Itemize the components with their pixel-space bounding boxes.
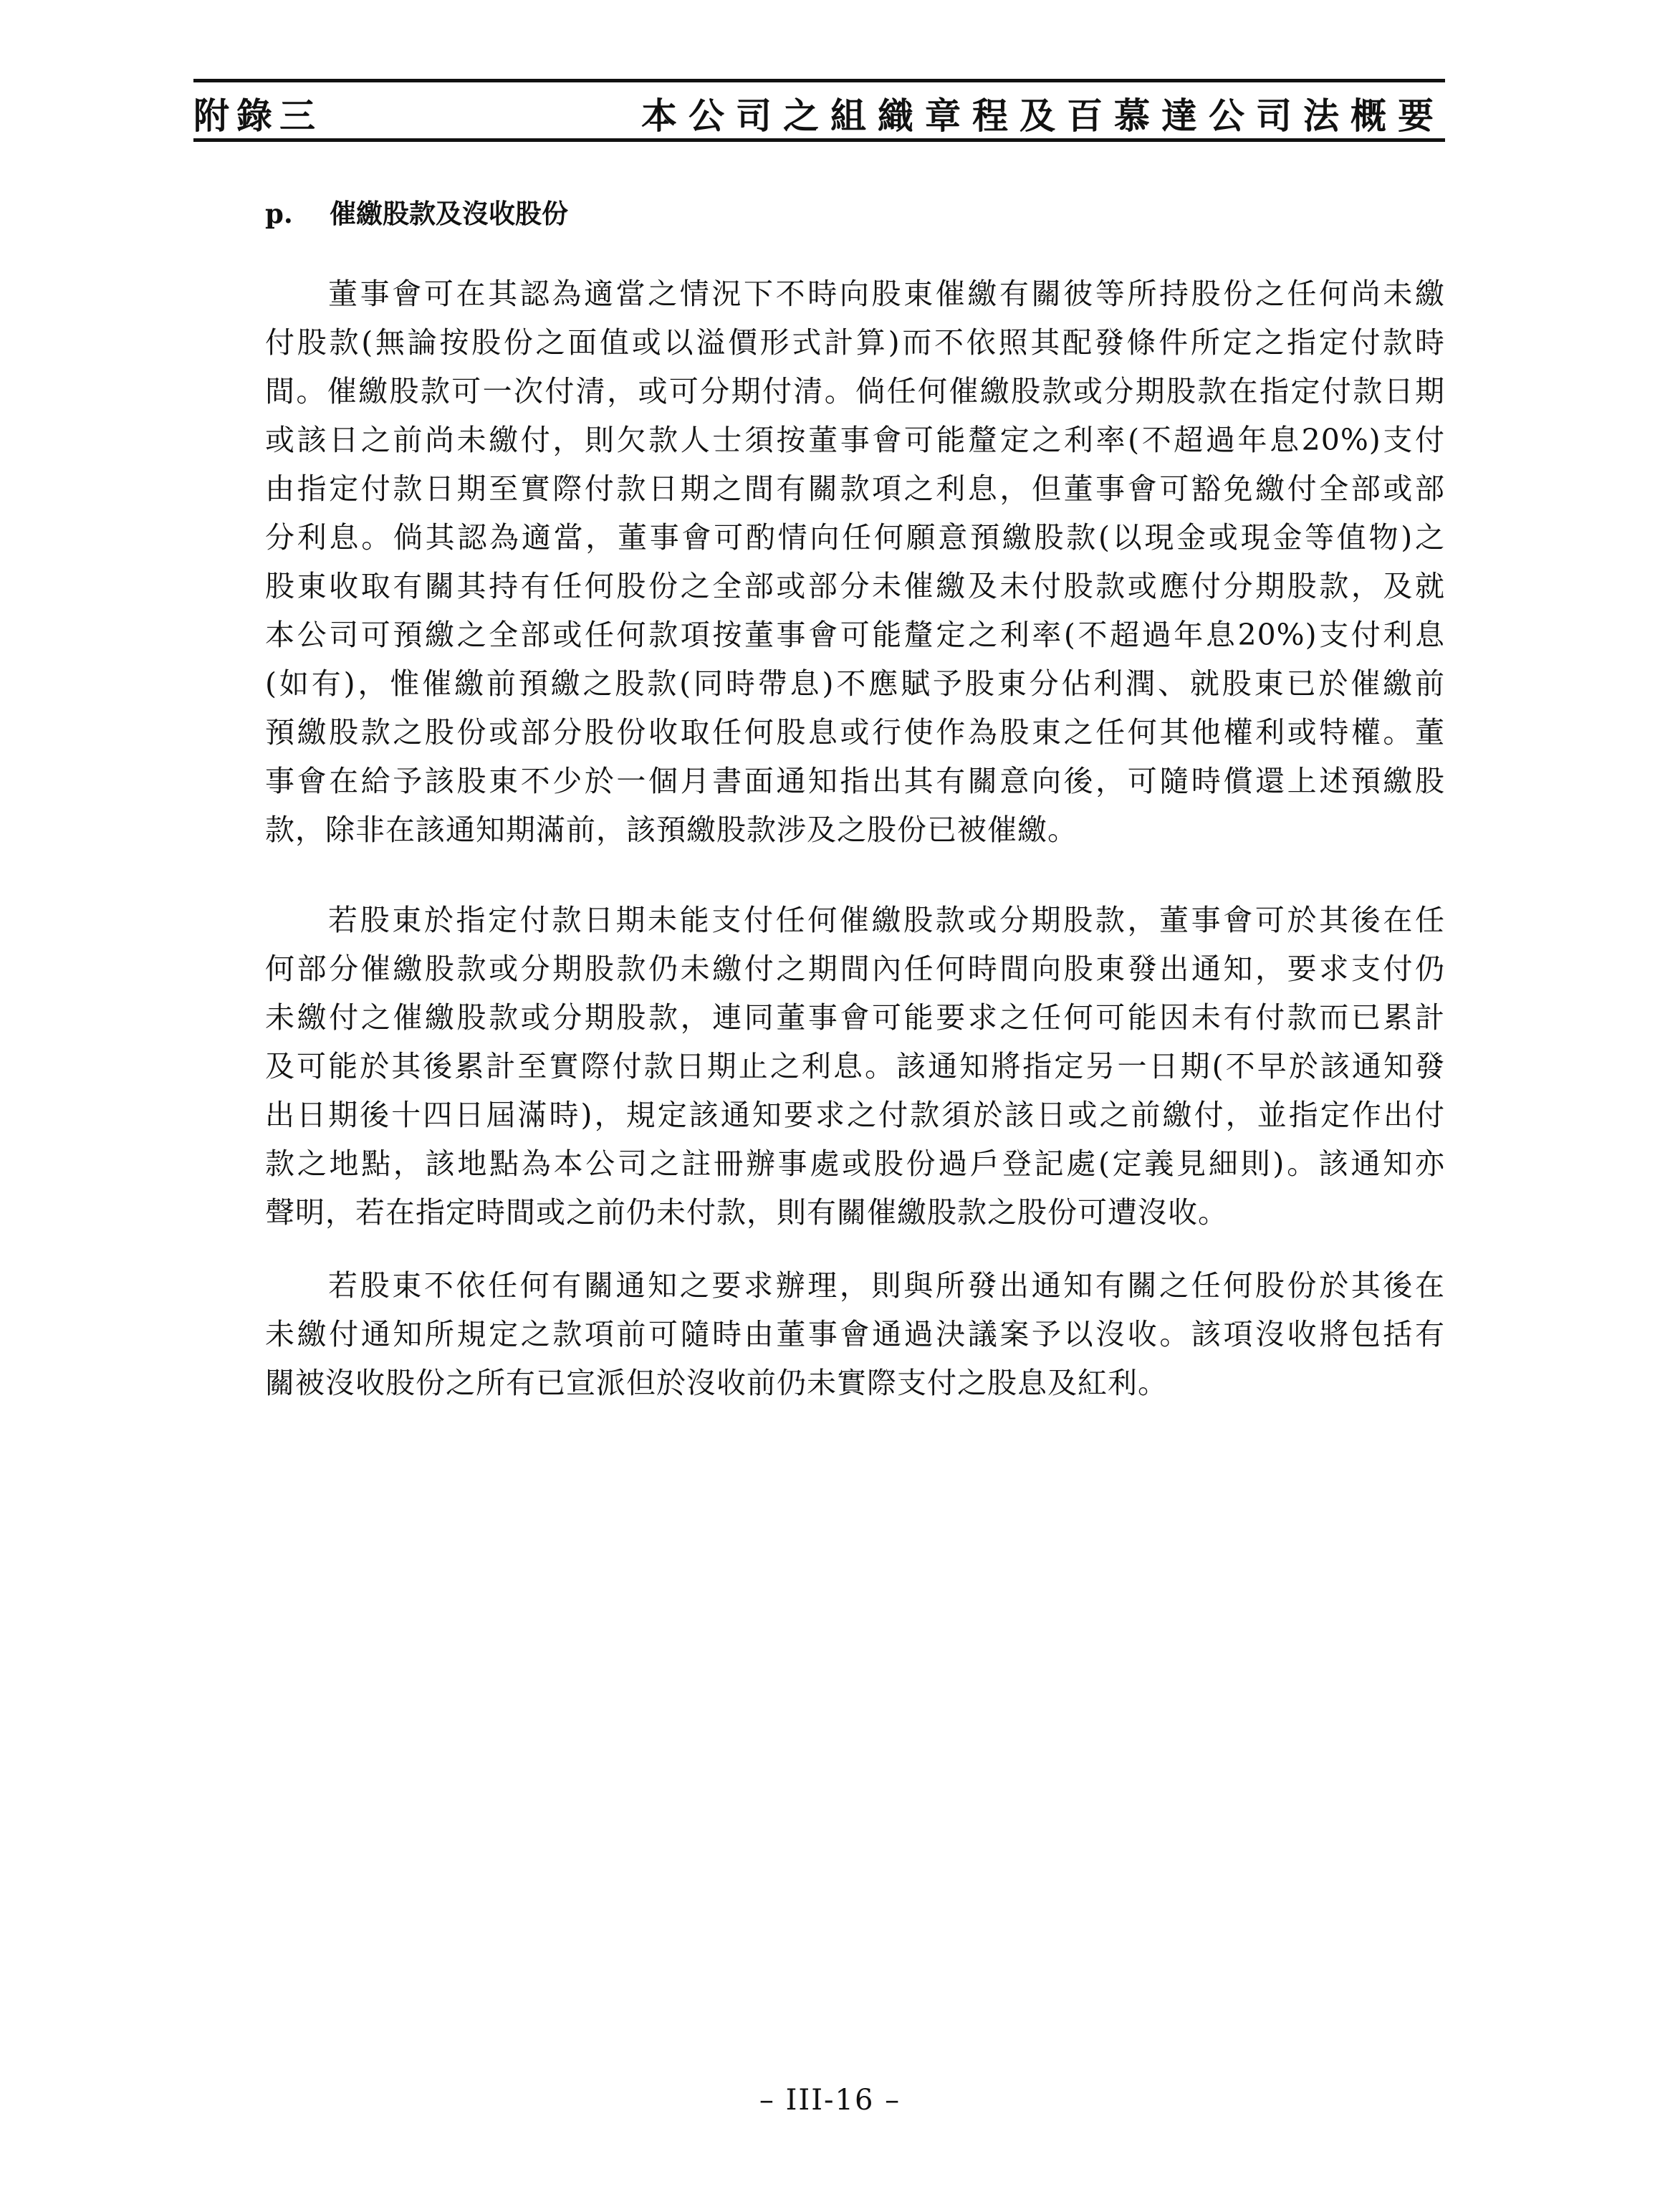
page-number: – III-16 – [759,2084,901,2117]
paragraph-line: 何部分催繳股款或分期股款仍未繳付之期間內任何時間向股東發出通知，要求支付仍 [265,952,1445,986]
paragraph-line: 付股款(無論按股份之面值或以溢價形式計算)而不依照其配發條件所定之指定付款時 [265,325,1445,360]
paragraph-notice-of-default [265,896,1445,1237]
paragraph-line: 股東收取有關其持有任何股份之全部或部分未催繳及未付股款或應付分期股款，及就 [265,569,1445,603]
paragraph-line: 出日期後十四日屆滿時)，規定該通知要求之付款須於該日或之前繳付，並指定作出付 [265,1098,1445,1132]
header-top-rule [193,79,1445,82]
paragraph-line: 未繳付通知所規定之款項前可隨時由董事會通過決議案予以沒收。該項沒收將包括有 [265,1317,1445,1351]
paragraph-forfeiture [265,1261,1445,1407]
appendix-label: 附錄三 [193,95,322,137]
section-title: 催繳股款及沒收股份 [330,198,568,229]
paragraph-line: 本公司可預繳之全部或任何款項按董事會可能釐定之利率(不超過年息20%)支付利息 [265,618,1445,652]
paragraph-line: (如有)，惟催繳前預繳之股款(同時帶息)不應賦予股東分佔利潤、就股東已於催繳前 [265,666,1445,701]
paragraph-line: 分利息。倘其認為適當，董事會可酌情向任何願意預繳股款(以現金或現金等值物)之 [265,520,1445,555]
section-marker: p. [265,198,293,229]
header-bottom-rule [193,138,1445,142]
paragraph-line: 及可能於其後累計至實際付款日期止之利息。該通知將指定另一日期(不早於該通知發 [265,1049,1445,1083]
paragraph-line: 預繳股款之股份或部分股份收取任何股息或行使作為股東之任何其他權利或特權。董 [265,715,1445,750]
paragraph-line: 關被沒收股份之所有已宣派但於沒收前仍未實際支付之股息及紅利。 [265,1366,1168,1400]
paragraph-line: 事會在給予該股東不少於一個月書面通知指出其有關意向後，可隨時償還上述預繳股 [265,764,1445,798]
header-title: 本公司之組織章程及百慕達公司法概要 [641,95,1445,137]
paragraph-line: 若股東不依任何有關通知之要求辦理，則與所發出通知有關之任何股份於其後在 [328,1268,1445,1303]
paragraph-line: 聲明，若在指定時間或之前仍未付款，則有關催繳股款之股份可遭沒收。 [265,1195,1228,1230]
page-header [193,85,1445,143]
paragraph-calls-on-shares [265,269,1445,854]
paragraph-line: 未繳付之催繳股款或分期股款，連同董事會可能要求之任何可能因未有付款而已累計 [265,1000,1445,1035]
paragraph-line: 款，除非在該通知期滿前，該預繳股款涉及之股份已被催繳。 [265,813,1078,847]
section-heading [265,192,568,231]
paragraph-line: 款之地點，該地點為本公司之註冊辦事處或股份過戶登記處(定義見細則)。該通知亦 [265,1146,1445,1181]
paragraph-line: 董事會可在其認為適當之情況下不時向股東催繳有關彼等所持股份之任何尚未繳 [328,277,1445,311]
paragraph-line: 由指定付款日期至實際付款日期之間有關款項之利息，但董事會可豁免繳付全部或部 [265,471,1445,506]
paragraph-line: 間。催繳股款可一次付清，或可分期付清。倘任何催繳股款或分期股款在指定付款日期 [265,374,1445,408]
paragraph-line: 若股東於指定付款日期未能支付任何催繳股款或分期股款，董事會可於其後在任 [328,903,1445,937]
paragraph-line: 或該日之前尚未繳付，則欠款人士須按董事會可能釐定之利率(不超過年息20%)支付 [265,423,1445,457]
